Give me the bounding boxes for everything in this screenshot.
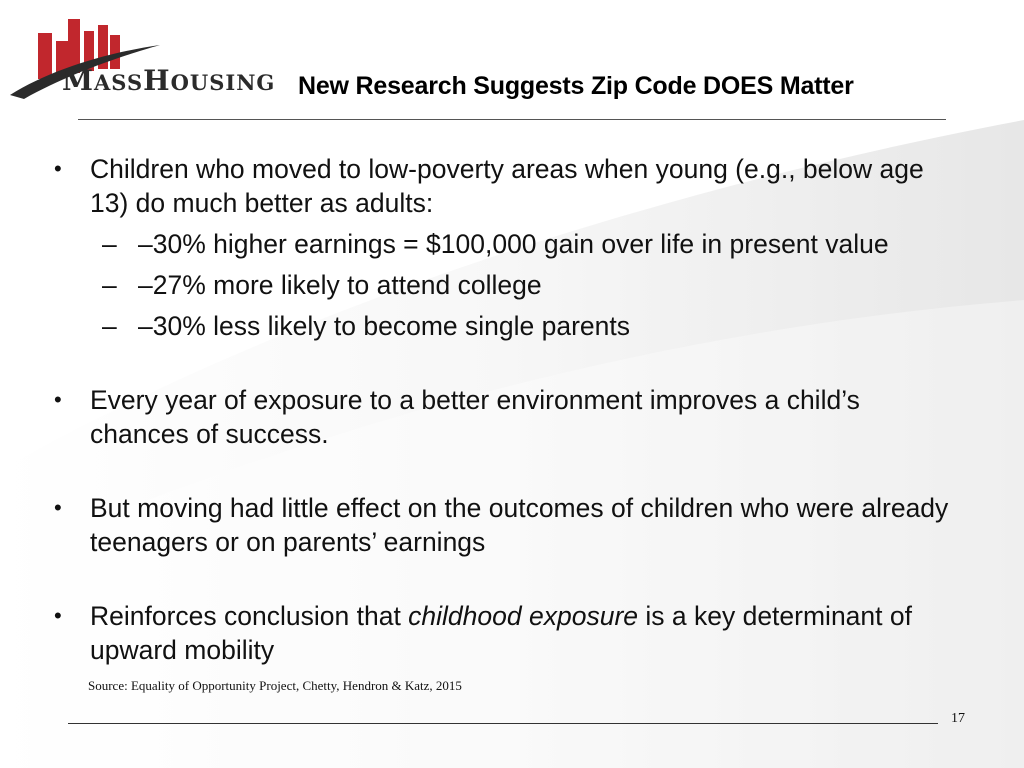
logo-letter-m: M [62,64,94,97]
footer-divider [68,723,938,724]
bullet-glyph: • [54,156,62,181]
sub-bullet-text: –30% higher earnings = $100,000 gain over life in present value [138,229,889,259]
dash-glyph: – [102,311,117,341]
dash-glyph: – [102,270,117,300]
slide-title: New Research Suggests Zip Code DOES Matter [298,72,854,100]
bullet-item-3 [52,491,952,559]
bullet-glyph: • [54,495,62,520]
slide-body [52,152,952,667]
bullet-item-2 [52,383,952,451]
sub-bullet-item-3 [52,309,952,343]
bullet-text-emphasis: childhood exposure [408,601,639,631]
bullet-item-1 [52,152,952,220]
bullet-glyph: • [54,387,62,412]
bullet-text: Children who moved to low-poverty areas when young (e.g., below age 13) do much better as adults: [90,154,924,218]
logo-letters-ousing: OUSING [170,70,276,95]
sub-bullet-item-1 [52,227,952,261]
bullet-text: Every year of exposure to a better environment improves a child’s chances of success. [90,385,860,449]
page-number: 17 [951,711,965,726]
logo-letter-h: H [143,64,171,97]
source-citation: Source: Equality of Opportunity Project, Chetty, Hendron & Katz, 2015 [88,678,462,693]
logo-letters-ass: ASS [94,70,144,95]
bullet-text-before: Reinforces conclusion that [90,601,409,631]
dash-glyph: – [102,229,117,259]
sub-bullet-text: –30% less likely to become single parents [138,311,630,341]
bullet-text: But moving had little effect on the outcomes of children who were already teenagers or on parents’ earnings [90,493,949,557]
bullet-text-after: is a key determinant of upward mobility [90,601,912,665]
sub-bullet-item-2 [52,268,952,302]
bullet-glyph: • [54,603,62,628]
logo-wordmark [62,64,276,97]
title-divider [78,119,946,120]
sub-bullet-text: –27% more likely to attend college [138,270,542,300]
bullet-item-4 [52,599,952,667]
